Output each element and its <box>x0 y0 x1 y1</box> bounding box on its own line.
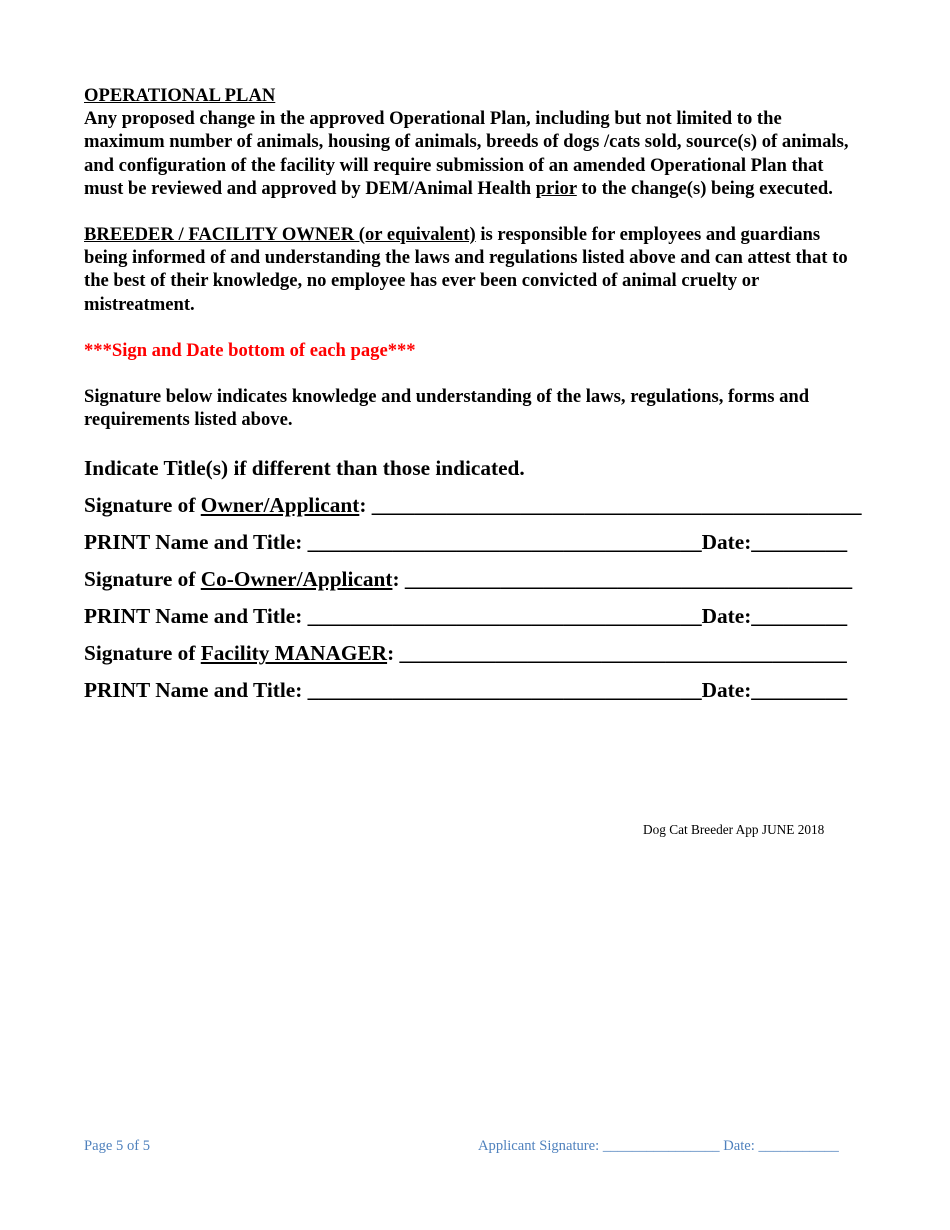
spacer <box>84 518 864 529</box>
owner-signature-prefix: Signature of <box>84 493 201 518</box>
version-label: Dog Cat Breeder App JUNE 2018 <box>643 822 825 837</box>
manager-signature-prefix: Signature of <box>84 641 201 666</box>
signature-note: Signature below indicates knowledge and understanding of the laws, regulations, forms and requirements listed above. <box>84 386 810 431</box>
breeder-body: is responsible for employees and guardians being informed of and understanding the laws and regulations listed above and can attest that to the best of their knowledge, no employee has ever been convicted of animal cruelty or mistreatment. <box>84 224 848 315</box>
print-name-line-1[interactable]: PRINT Name and Title: _____________________________________Date:_________ <box>84 530 848 555</box>
spacer <box>84 592 864 603</box>
prior-word: prior <box>535 177 577 199</box>
indicate-titles: Indicate Title(s) if different than those indicated. <box>84 456 525 481</box>
spacer <box>84 200 864 223</box>
spacer <box>84 431 864 455</box>
operational-plan-text-2: to the change(s) being executed. <box>576 177 833 199</box>
footer-applicant-signature[interactable]: Applicant Signature: ________________ Date: ___________ <box>478 1138 839 1154</box>
operational-plan-body <box>84 107 864 200</box>
breeder-paragraph <box>84 223 864 316</box>
spacer <box>84 555 864 566</box>
print-name-line-2[interactable]: PRINT Name and Title: _____________________________________Date:_________ <box>84 604 848 629</box>
spacer <box>84 362 864 385</box>
operational-plan-heading: OPERATIONAL PLAN <box>84 85 276 106</box>
print-name-line-3[interactable]: PRINT Name and Title: _____________________________________Date:_________ <box>84 678 848 703</box>
spacer <box>84 481 864 492</box>
spacer <box>84 629 864 640</box>
manager-signature-line[interactable] <box>84 640 864 666</box>
spacer <box>84 666 864 677</box>
footer-page-number: Page 5 of 5 <box>84 1138 151 1154</box>
manager-signature-blank[interactable]: : __________________________________________ <box>387 641 847 666</box>
coowner-role: Co-Owner/Applicant <box>200 567 393 592</box>
coowner-signature-prefix: Signature of <box>84 567 201 592</box>
owner-signature-line[interactable] <box>84 492 864 518</box>
owner-role: Owner/Applicant <box>200 493 360 518</box>
coowner-signature-blank[interactable]: : __________________________________________ <box>392 567 853 592</box>
breeder-heading: BREEDER / FACILITY OWNER (or equivalent) <box>84 224 476 246</box>
document-page <box>84 84 864 703</box>
sign-date-warning: ***Sign and Date bottom of each page*** <box>84 339 416 361</box>
operational-plan-text-1: Any proposed change in the approved Operational Plan, including but not limited to the maximum number of animals, housing of animals, breeds of dogs /cats sold, source(s) of animals, and configuration of the facility will require submission of an amended Operational Plan that must be reviewed and approved by DEM/Animal Health <box>84 108 849 199</box>
spacer <box>84 316 864 339</box>
manager-role: Facility MANAGER <box>200 641 388 666</box>
coowner-signature-line[interactable] <box>84 566 864 592</box>
owner-signature-blank[interactable]: : ______________________________________________ <box>359 493 862 518</box>
